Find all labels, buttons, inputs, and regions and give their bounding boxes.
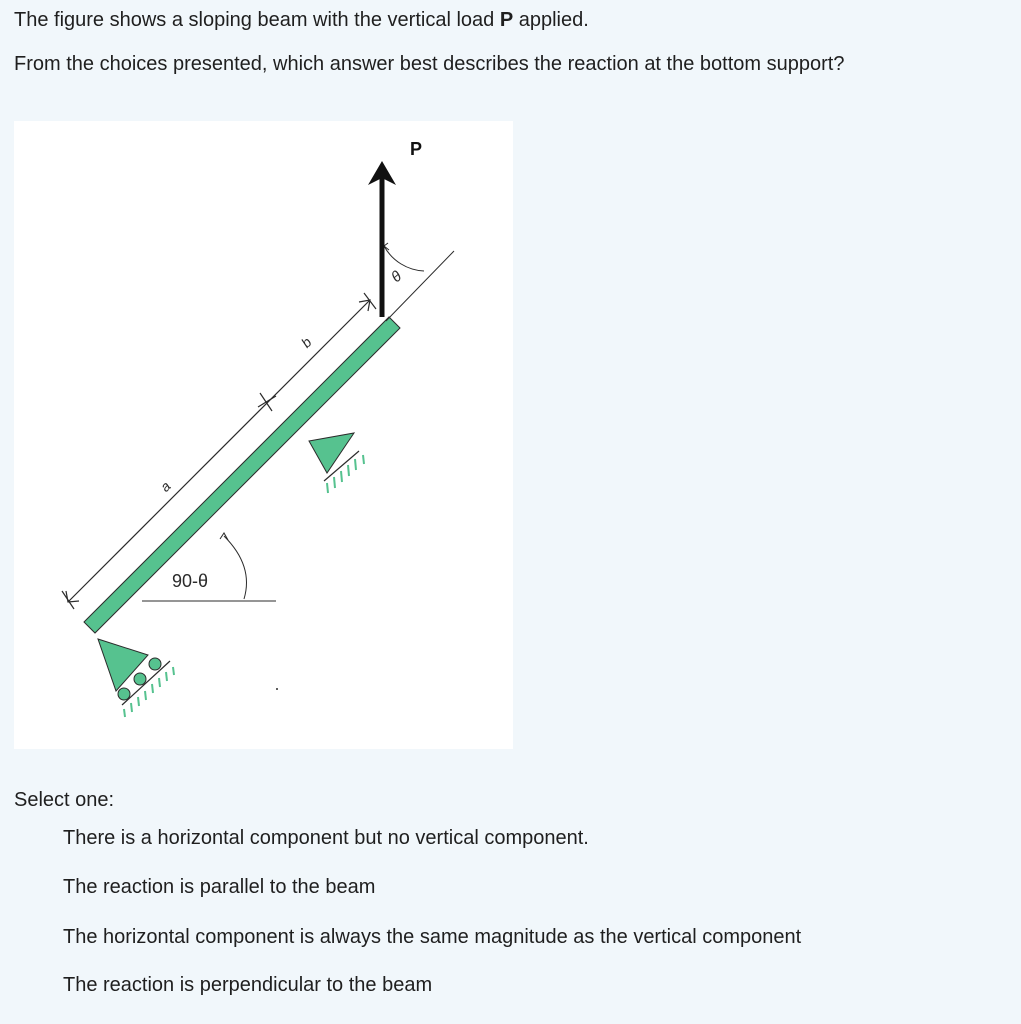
angle-arc	[224, 536, 247, 599]
choice-option-3[interactable]: The horizontal component is always the same magnitude as the vertical component	[63, 926, 802, 948]
load-label: P	[410, 139, 423, 159]
choice-option-4[interactable]: The reaction is perpendicular to the beam	[63, 974, 433, 996]
beam-figure	[14, 121, 513, 749]
roller-wheel-1	[118, 688, 130, 700]
theta-arc	[384, 246, 424, 271]
angle-label: 90-θ	[172, 571, 209, 591]
roller-wheel-2	[134, 673, 146, 685]
beam-extension-line	[386, 251, 454, 321]
theta-label: θ	[388, 267, 406, 287]
question-line-1-suffix: applied.	[513, 9, 589, 31]
question-line-2: From the choices presented, which answer best describes the reaction at the bottom support?	[14, 53, 845, 75]
roller-support-hatching	[124, 667, 174, 717]
select-one-label: Select one:	[14, 789, 115, 811]
choice-option-1[interactable]: There is a horizontal component but no vertical component.	[63, 827, 589, 849]
stray-dot	[276, 688, 278, 690]
dimension-tick-mid-cross	[258, 396, 276, 407]
dim-b-label: b	[297, 333, 315, 351]
question-line-1	[14, 8, 589, 32]
question-line-1-prefix: The figure shows a sloping beam with the vertical load	[14, 9, 500, 31]
roller-wheel-3	[149, 658, 161, 670]
sloping-beam	[84, 317, 400, 633]
beam-diagram	[14, 121, 513, 749]
dim-a-label: a	[156, 477, 174, 495]
load-symbol-bold: P	[499, 9, 514, 31]
choice-option-2[interactable]: The reaction is parallel to the beam	[63, 876, 376, 898]
theta-arc-arrow	[384, 243, 389, 250]
